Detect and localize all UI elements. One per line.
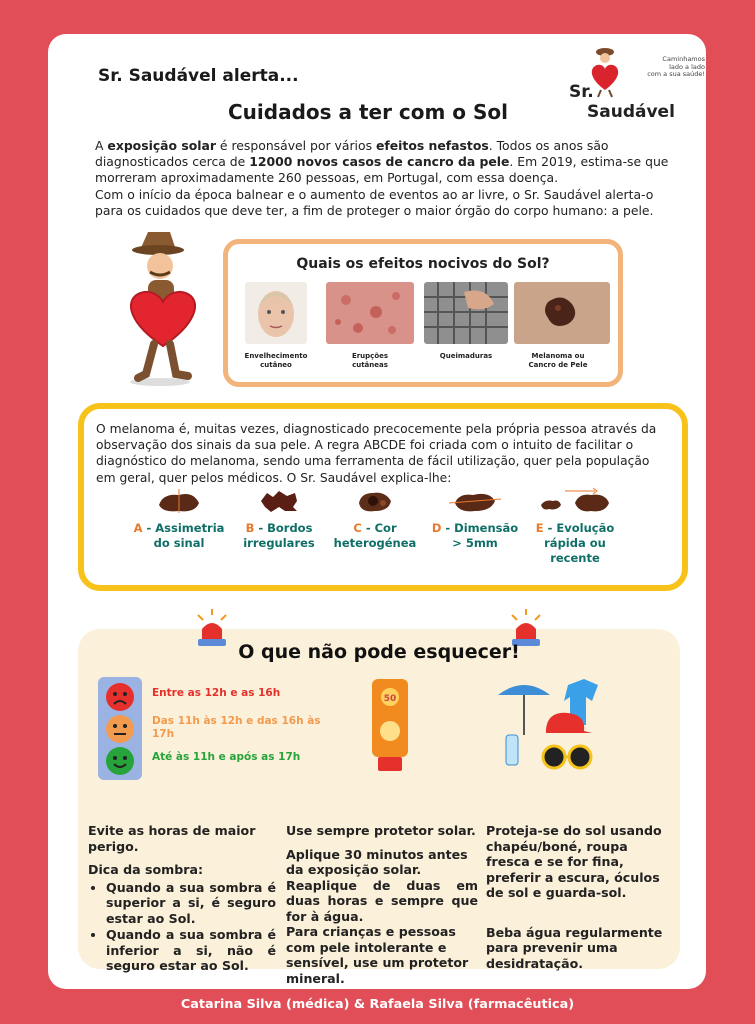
caption-line: - Dimensão — [441, 521, 519, 535]
sad-face-icon — [105, 682, 135, 712]
caption-line: Envelhecimento — [244, 352, 308, 360]
asymmetric-mole-icon — [149, 487, 209, 515]
caption-line: do sinal — [153, 536, 205, 550]
time-red: Entre as 12h e as 16h — [152, 687, 281, 699]
hours-column — [88, 823, 276, 975]
text: . Todos os anos são diagnosticados cerca de — [95, 138, 609, 170]
tagline-line: com a sua saúde! — [647, 70, 705, 78]
melanoma-abcde-box — [78, 403, 688, 591]
irregular-border-mole-icon — [249, 487, 309, 515]
shade-tip-item: • Quando a sua sombra é superior a si, é seguro estar ao Sol. — [106, 880, 276, 927]
remember-title: O que não pode esquecer! — [238, 641, 520, 663]
bold-text: 12000 novos casos de cancro da pele — [249, 154, 510, 170]
effect-caption — [232, 352, 320, 370]
poster-card — [48, 34, 706, 989]
abcde-item-d — [420, 487, 530, 551]
abcde-caption — [320, 521, 430, 551]
bold-text: exposição solar — [107, 138, 216, 153]
text: é responsável por vários — [215, 138, 376, 153]
abcde-caption — [420, 521, 530, 551]
effect-item — [422, 282, 510, 361]
abcde-letter: C — [353, 521, 362, 535]
neutral-face-icon — [105, 714, 135, 744]
hours-tip: Evite as horas de maior perigo. — [88, 823, 256, 854]
tagline-line: Caminhamos — [662, 55, 705, 63]
logo-name-main: Saudável — [587, 102, 675, 122]
protection-column — [486, 823, 664, 979]
time-green: Até às 11h e após as 17h — [152, 751, 301, 763]
caption-line: > 5mm — [452, 536, 498, 550]
abcde-item-a — [124, 487, 234, 551]
footer-authors: Catarina Silva (médica) & Rafaela Silva (farmacêutica) — [180, 997, 575, 1012]
harmful-effects-box — [223, 239, 623, 387]
burned-hand-photo — [424, 282, 508, 344]
caption-line: Erupções — [351, 352, 389, 360]
evolving-mole-icon — [535, 487, 615, 515]
traffic-light — [98, 677, 142, 780]
abcde-letter: E — [535, 521, 544, 535]
shade-tip-item: • Quando a sua sombra é inferior a si, não é seguro estar ao Sol. — [106, 927, 276, 974]
abcde-item-c — [320, 487, 430, 551]
abcde-caption — [520, 521, 630, 566]
abcde-letter: B — [245, 521, 255, 535]
caption-line: cutâneas — [352, 361, 388, 369]
effect-caption — [514, 352, 602, 370]
melanoma-photo — [514, 282, 610, 344]
abcde-letter: D — [431, 521, 442, 535]
effects-title: Quais os efeitos nocivos do Sol? — [296, 256, 550, 272]
sunscreen-icon — [368, 675, 412, 775]
sunscreen-tip: Para crianças e pessoas com pele intolerante e sensível, use um protetor mineral. — [286, 924, 469, 986]
caption-line: Cancro de Pele — [528, 361, 588, 369]
caption-line: - Assimetria — [142, 521, 225, 535]
effect-caption — [422, 352, 510, 361]
effect-caption — [326, 352, 414, 370]
caption-line: heterogénea — [333, 536, 417, 550]
text: . Em 2019, estima-se que morreram aproximadamente 260 pessoas, em Portugal, com essa doença. — [95, 154, 669, 186]
abcde-letter: A — [133, 521, 143, 535]
caption-line: - Cor — [361, 521, 397, 535]
caption-line: Queimaduras — [439, 352, 493, 360]
abcde-caption — [124, 521, 234, 551]
abcde-caption — [224, 521, 334, 551]
tagline-line: lado a lado — [669, 62, 705, 71]
sunscreen-column — [286, 823, 478, 994]
melanoma-text: O melanoma é, muitas vezes, diagnosticado precocemente pela própria pessoa através da observação dos sinais da sua pele. A regra ABCDE foi criada com o intuito de facilitar o diagnóstico do melanoma, sendo uma ferramenta de fácil utilização, quer pela população em geral, quer pelos médicos. O Sr. Saudável explica-lhe: — [96, 422, 657, 485]
sunscreen-tip: Aplique 30 minutos antes da exposição solar. — [286, 846, 468, 877]
logo-tagline — [645, 56, 705, 79]
sunscreen-spf-label: 50 — [383, 694, 397, 704]
text: A — [95, 138, 108, 153]
sunscreen-tip: Use sempre protetor solar. — [286, 823, 476, 838]
shade-tip-title: Dica da sombra: — [88, 862, 204, 877]
intro-paragraph-1 — [95, 138, 675, 187]
time-orange: Das 11h às 12h e das 16h às 17h — [152, 715, 321, 740]
color-mole-icon — [345, 487, 405, 515]
caption-line: cutâneo — [260, 361, 292, 369]
intro-text — [95, 138, 675, 219]
abcde-item-e — [520, 487, 630, 566]
main-title: Cuidados a ter com o Sol — [227, 100, 509, 124]
caption-line: - Evolução — [543, 521, 615, 535]
caption-line: Melanoma ou — [531, 352, 585, 360]
remember-section — [78, 629, 680, 986]
caption-line: rápida ou — [544, 536, 606, 550]
mascot-illustration — [118, 228, 208, 388]
aged-face-photo — [245, 282, 307, 344]
caption-line: irregulares — [243, 536, 315, 550]
sun-accessories-icon — [488, 675, 608, 785]
happy-face-icon — [105, 746, 135, 776]
effect-item — [326, 282, 414, 370]
skin-rash-photo — [326, 282, 414, 344]
caption-line: - Bordos — [254, 521, 313, 535]
diameter-mole-icon — [445, 487, 505, 515]
sunscreen-tip: Reaplique de duas em duas horas e sempre que for à água. — [286, 877, 478, 924]
caption-line: recente — [550, 551, 600, 565]
bold-text: efeitos nefastos — [375, 138, 489, 153]
hydration-tip: Beba água regularmente para prevenir uma desidratação. — [486, 924, 663, 971]
clothing-tip: Proteja-se do sol usando chapéu/boné, roupa fresca e se for fina, preferir a escura, óculos de sol e guarda-sol. — [486, 823, 662, 900]
logo — [553, 42, 705, 122]
effect-item — [232, 282, 320, 370]
intro-paragraph-2: Com o início da época balnear e o aumento de eventos ao ar livre, o Sr. Saudável alerta-o para os cuidados que deve ter, a fim de proteger o maior órgão do corpo humano: a pele. — [95, 186, 654, 218]
abcde-item-b — [224, 487, 334, 551]
shade-tip-list — [88, 880, 276, 974]
logo-name-prefix: Sr. — [569, 82, 594, 102]
alert-title: Sr. Saudável alerta... — [98, 66, 299, 86]
effect-item — [514, 282, 602, 370]
